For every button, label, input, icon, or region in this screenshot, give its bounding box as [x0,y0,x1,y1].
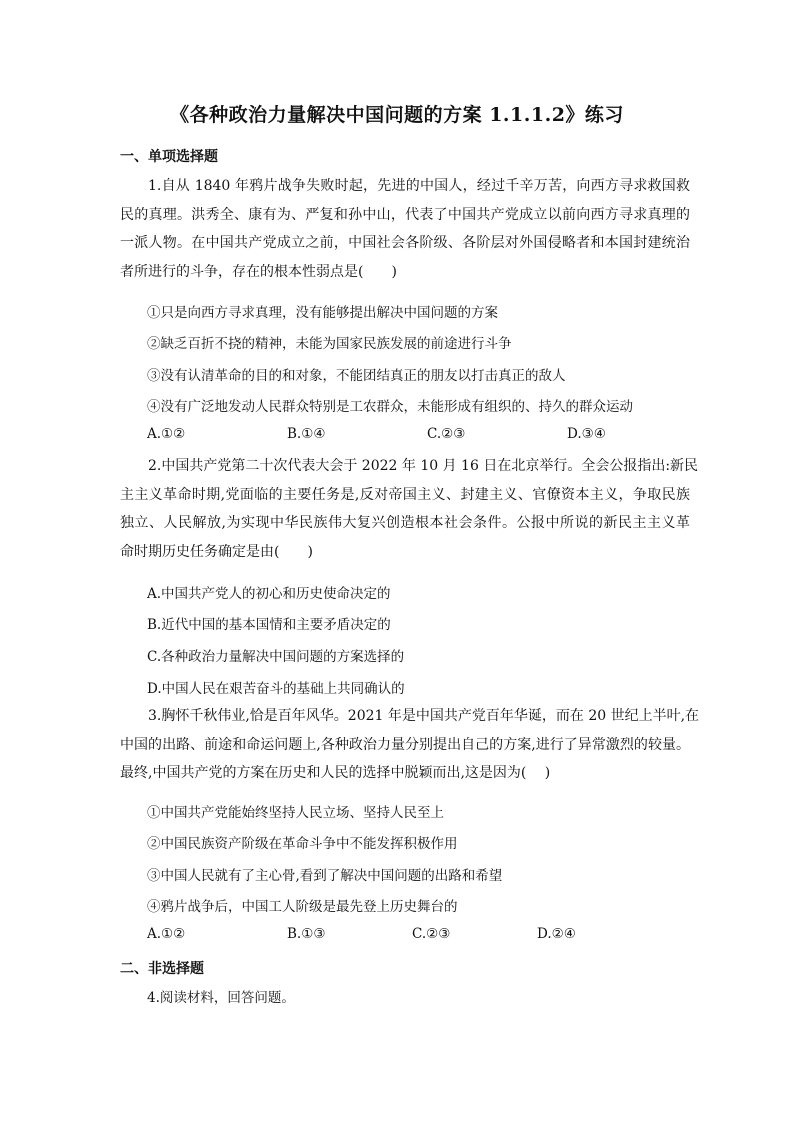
question-2-line: 主主义革命时期,党面临的主要任务是,反对帝国主义、封建主义、官僚资本主义，争取民族 [120,486,690,503]
question-2-stem [120,452,699,566]
question-4-stem: 4.阅读材料，回答问题。 [147,990,295,1006]
question-2-line: 独立、人民解放,为实现中华民族伟大复兴创造根本社会条件。公报中所说的新民主主义革 [120,515,690,531]
choice-c[interactable]: C.②③ [412,926,451,942]
question-3-statement: ④鸦片战争后，中国工人阶级是最先登上历史舞台的 [147,899,458,915]
question-1-statement: ③没有认清革命的目的和对象，不能团结真正的朋友以打击真正的敌人 [147,368,566,384]
question-1-statement: ②缺乏百折不挠的精神，未能为国家民族发展的前途进行斗争 [147,336,512,352]
choice-a[interactable]: A.①② [147,426,186,442]
question-3-line: 最终,中国共产党的方案在历史和人民的选择中脱颖而出,这是因为( ) [120,765,551,781]
question-3-line: 3.胸怀千秋伟业,恰是百年风华。2021 年是中国共产党百年华诞，而在 20 世纪上半叶,在 [148,708,700,724]
question-1-statement: ④没有广泛地发动人民群众特别是工农群众，未能形成有组织的、持久的群众运动 [147,399,633,415]
question-3-line: 中国的出路、前途和命运问题上,各种政治力量分别提出自己的方案,进行了异常激烈的较量。 [120,736,690,753]
question-1-line: 一派人物。在中国共产党成立之前，中国社会各阶级、各阶层对外国侵略者和本国封建统治 [120,235,690,251]
question-2-option-c[interactable]: C.各种政治力量解决中国问题的方案选择的 [147,649,405,665]
choice-a[interactable]: A.①② [147,926,186,942]
choice-b[interactable]: B.①③ [287,926,326,942]
choice-b[interactable]: B.①④ [287,426,326,442]
question-2-line: 命时期历史任务确定是由( ) [120,543,313,560]
question-1-line: 者所进行的斗争，存在的根本性弱点是( ) [120,263,397,280]
section-heading-single-choice: 一、单项选择题 [120,149,218,165]
question-1-stem [120,172,690,286]
question-2-option-d[interactable]: D.中国人民在艰苦奋斗的基础上共同确认的 [147,681,405,697]
question-3-statement: ①中国共产党能始终坚持人民立场、坚持人民至上 [147,805,444,821]
question-2-line: 2.中国共产党第二十次代表大会于 2022 年 10 月 16 日在北京举行。全会公报指出:新民 [148,458,699,474]
question-3-stem [120,702,700,788]
question-3-statement: ②中国民族资产阶级在革命斗争中不能发挥积极作用 [147,836,458,852]
choice-d[interactable]: D.③④ [567,426,606,442]
document-title: 《各种政治力量解决中国问题的方案 1.1.1.2》练习 [170,104,624,126]
question-2-option-a[interactable]: A.中国共产党人的初心和历史使命决定的 [147,586,391,602]
question-1-line: 1.自从 1840 年鸦片战争失败时起，先进的中国人，经过千辛万苦，向西方寻求救国救 [148,178,690,194]
question-3-statement: ③中国人民就有了主心骨,看到了解决中国问题的出路和希望 [147,868,503,884]
section-heading-non-choice: 二、非选择题 [120,961,204,977]
choice-d[interactable]: D.②④ [537,926,576,942]
question-1-line: 民的真理。洪秀全、康有为、严复和孙中山，代表了中国共产党成立以前向西方寻求真理的 [120,206,690,223]
question-1-statement: ①只是向西方寻求真理，没有能够提出解决中国问题的方案 [147,305,498,321]
choice-c[interactable]: C.②③ [427,426,466,442]
question-2-option-b[interactable]: B.近代中国的基本国情和主要矛盾决定的 [147,617,391,633]
